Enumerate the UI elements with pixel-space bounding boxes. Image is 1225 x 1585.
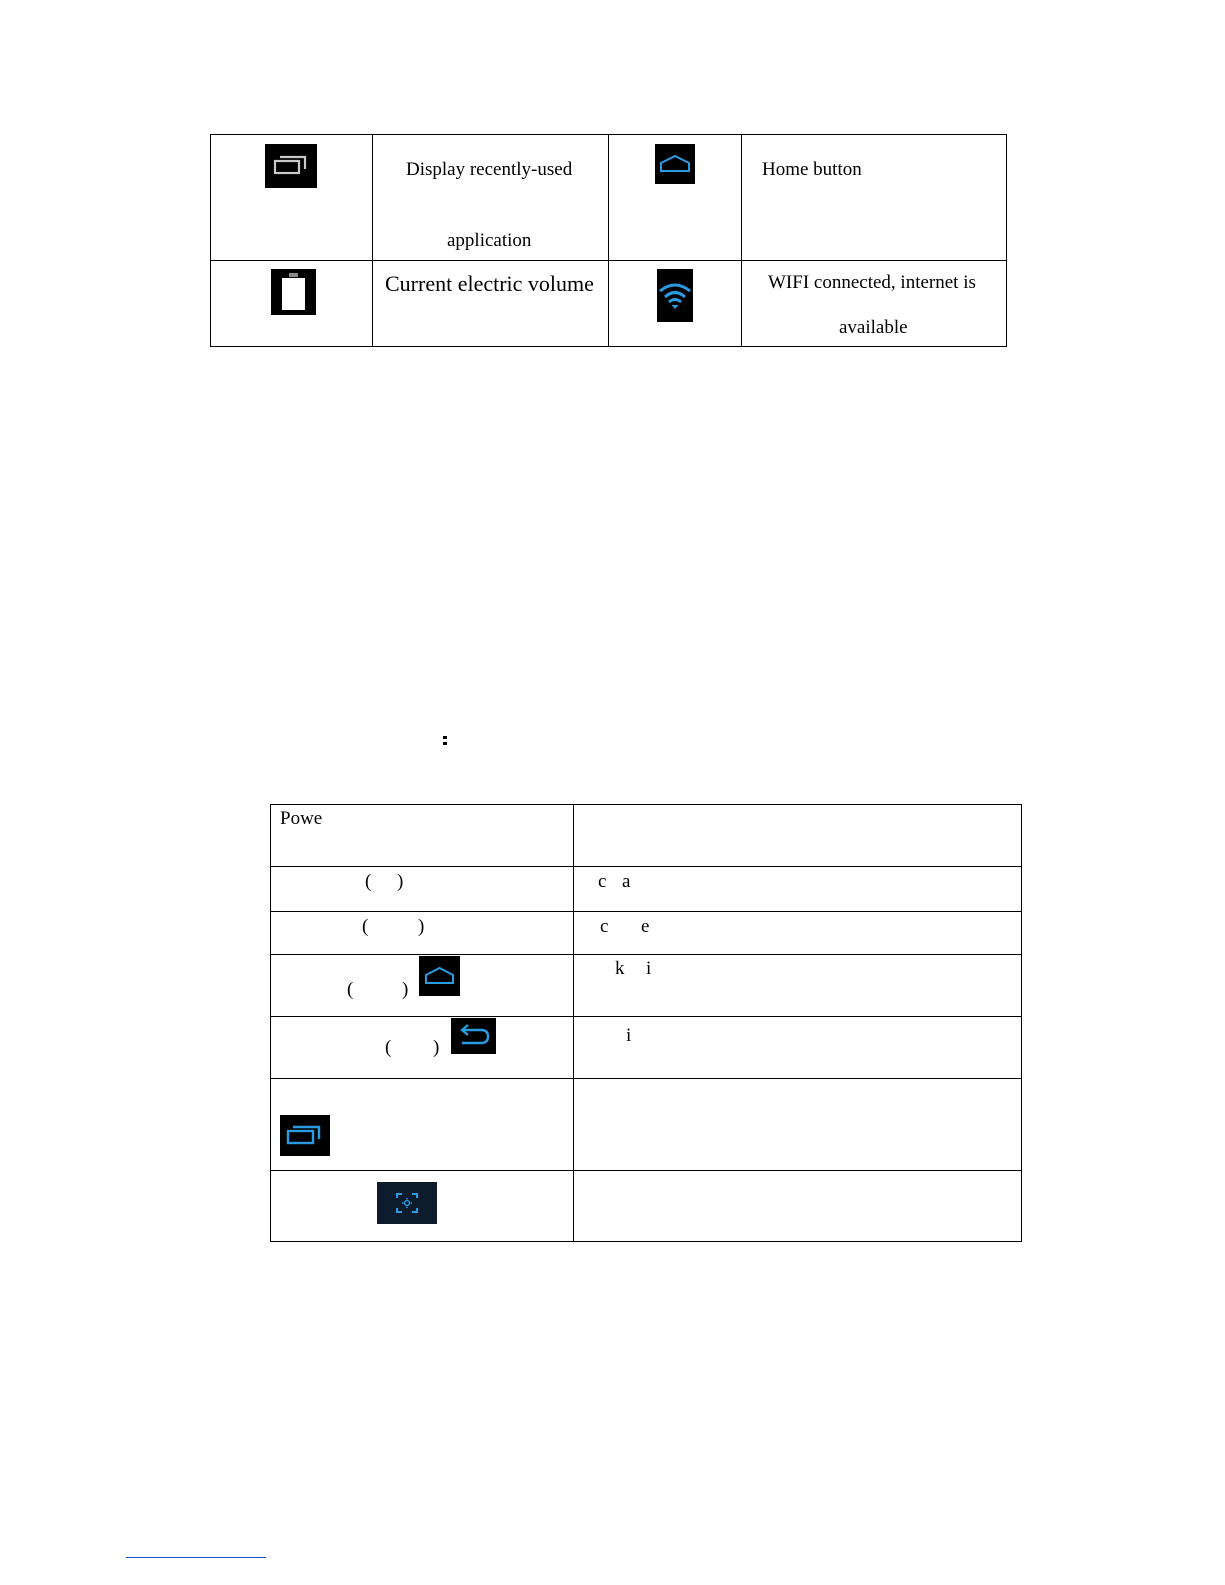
- table-row: [271, 867, 1022, 912]
- description-cell: [742, 261, 1007, 347]
- table-row: [271, 1171, 1022, 1242]
- function-cell: [574, 805, 1022, 867]
- paren-close: ): [418, 916, 425, 937]
- function-text-fragment: e: [641, 916, 650, 937]
- recent-apps-icon: [265, 144, 317, 188]
- function-text-fragment: i: [646, 958, 652, 979]
- table-row: [271, 1079, 1022, 1171]
- screenshot-icon: [377, 1182, 437, 1224]
- table-row: [211, 135, 1007, 261]
- battery-description: Current electric volume: [385, 271, 594, 296]
- icon-cell: [211, 261, 373, 347]
- wifi-description-line1: WIFI connected, internet is: [768, 272, 976, 293]
- function-cell: [574, 955, 1022, 1017]
- function-cell: [574, 1017, 1022, 1079]
- key-cell: [271, 1017, 574, 1079]
- table-row: [271, 805, 1022, 867]
- home-button-description: Home button: [762, 159, 862, 180]
- function-text-fragment: i: [626, 1025, 632, 1046]
- function-text-fragment: c: [598, 871, 607, 892]
- table-row: [271, 912, 1022, 955]
- function-cell: [574, 1079, 1022, 1171]
- wifi-icon: [657, 269, 693, 322]
- footnote-separator: [126, 1557, 266, 1558]
- paren-open: (: [347, 979, 354, 1000]
- function-text-fragment: a: [622, 871, 631, 892]
- key-cell: [271, 912, 574, 955]
- status-icons-table: [210, 134, 1007, 347]
- paren-close: ): [402, 979, 409, 1000]
- key-cell: [271, 805, 574, 867]
- home-icon: [419, 956, 460, 996]
- power-key-label: Powe: [280, 808, 323, 829]
- battery-icon: [271, 269, 316, 315]
- key-cell: [271, 955, 574, 1017]
- description-cell: [742, 135, 1007, 261]
- paren-close: ): [433, 1037, 440, 1058]
- function-text-fragment: c: [600, 916, 609, 937]
- paren-open: (: [362, 916, 369, 937]
- recent-apps-description-line1: Display recently-used: [406, 159, 573, 180]
- icon-cell: [609, 261, 742, 347]
- function-cell: [574, 912, 1022, 955]
- recent-apps-icon: [280, 1115, 330, 1156]
- function-cell: [574, 867, 1022, 912]
- table-row: [211, 261, 1007, 347]
- description-cell: [373, 135, 609, 261]
- function-cell: [574, 1171, 1022, 1242]
- paren-open: (: [385, 1037, 392, 1058]
- keys-table: [270, 804, 1022, 1242]
- wifi-description-line2: available: [839, 317, 908, 338]
- description-cell: [373, 261, 609, 347]
- home-icon: [655, 144, 695, 184]
- icon-cell: [609, 135, 742, 261]
- colon-mark: [443, 736, 447, 745]
- paren-close: ): [397, 871, 404, 892]
- icon-cell: [211, 135, 373, 261]
- back-icon: [451, 1018, 496, 1054]
- table-row: [271, 1017, 1022, 1079]
- paren-open: (: [365, 871, 372, 892]
- function-text-fragment: k: [615, 958, 625, 979]
- key-cell: [271, 1079, 574, 1171]
- recent-apps-description-line2: application: [447, 230, 532, 251]
- table-row: [271, 955, 1022, 1017]
- key-cell: [271, 1171, 574, 1242]
- key-cell: [271, 867, 574, 912]
